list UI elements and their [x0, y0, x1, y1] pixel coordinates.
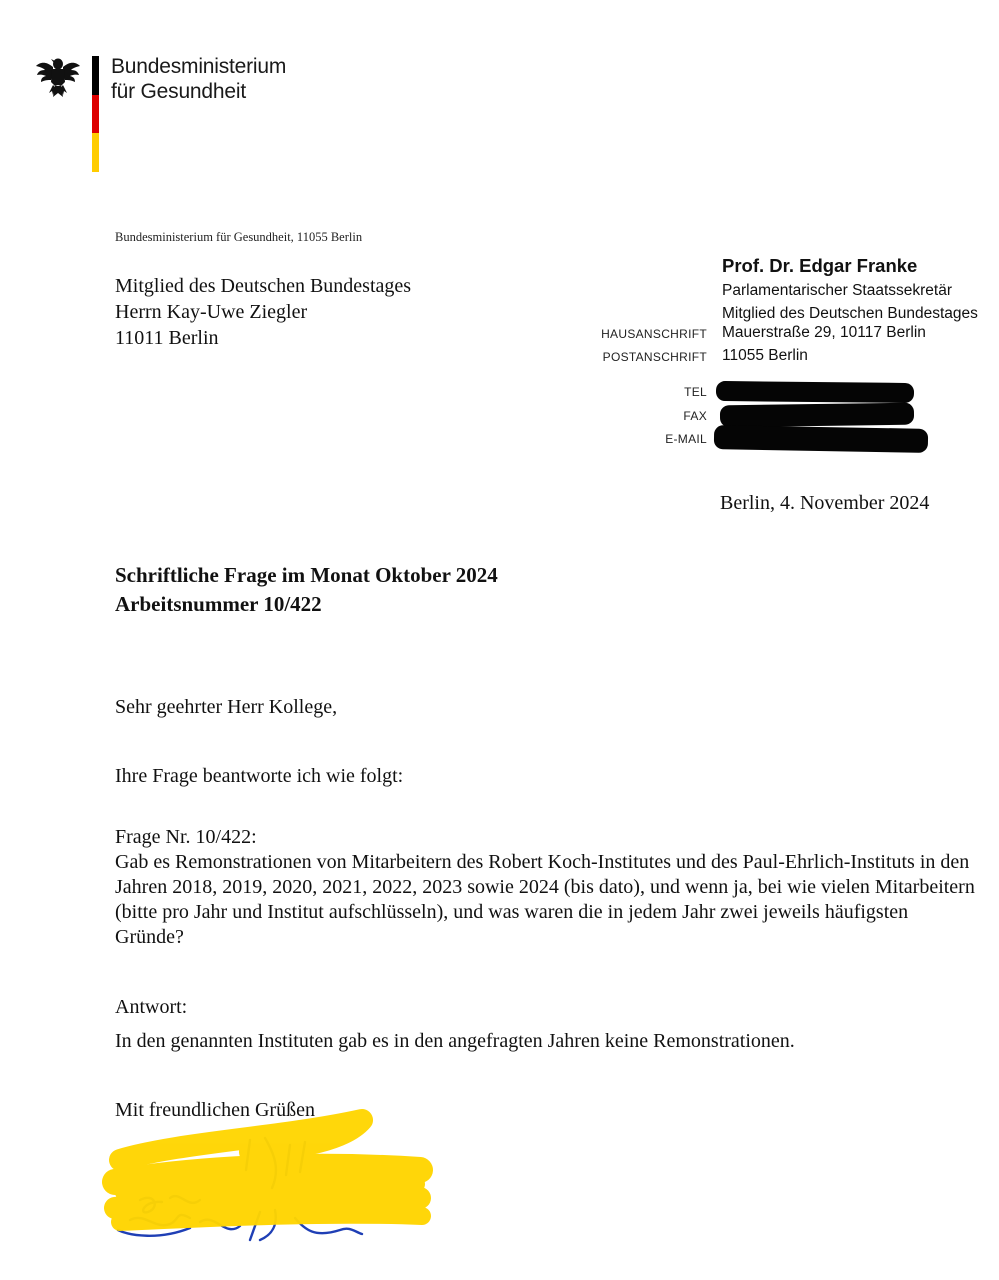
hausanschrift-value: Mauerstraße 29, 10117 Berlin	[722, 324, 926, 341]
letter-date: Berlin, 4. November 2024	[720, 492, 930, 514]
salutation: Sehr geehrter Herr Kollege,	[115, 696, 338, 718]
sender-title: Parlamentarischer Staatssekretär	[722, 282, 953, 299]
federal-eagle-icon	[34, 52, 82, 100]
email-label: E-MAIL	[665, 432, 707, 446]
tel-label: TEL	[684, 385, 707, 399]
hausanschrift-label: HAUSANSCHRIFT	[601, 327, 707, 341]
flag-black	[92, 56, 99, 95]
question-label: Frage Nr. 10/422:	[115, 826, 257, 848]
closing: Mit freundlichen Grüßen	[115, 1099, 315, 1121]
redaction-tel	[716, 381, 914, 403]
redaction-email	[714, 425, 928, 453]
ministry-name	[111, 54, 286, 104]
answer-label: Antwort:	[115, 996, 188, 1018]
postanschrift-value: 11055 Berlin	[722, 347, 808, 364]
flag-gold	[92, 133, 99, 172]
subject	[115, 561, 498, 619]
return-address: Bundesministerium für Gesundheit, 11055 Berlin	[115, 230, 363, 244]
subject-line2: Arbeitsnummer 10/422	[115, 592, 322, 616]
answer-text: In den genannten Instituten gab es in den angefragten Jahren keine Remonstrationen.	[115, 1030, 795, 1052]
recipient-line3: 11011 Berlin	[115, 327, 219, 349]
ministry-line1: Bundesministerium	[111, 55, 287, 78]
postanschrift-label: POSTANSCHRIFT	[602, 350, 707, 364]
flag-stripe	[92, 56, 99, 172]
flag-red	[92, 95, 99, 134]
fax-label: FAX	[683, 409, 707, 423]
sender-name: Prof. Dr. Edgar Franke	[722, 255, 918, 276]
ministry-line2: für Gesundheit	[111, 80, 246, 103]
intro-text: Ihre Frage beantworte ich wie folgt:	[115, 765, 404, 787]
subject-line1: Schriftliche Frage im Monat Oktober 2024	[115, 563, 498, 587]
sender-details	[722, 280, 978, 325]
recipient-line2: Herrn Kay-Uwe Ziegler	[115, 301, 308, 323]
question-text: Gab es Remonstrationen von Mitarbeitern des Robert Koch-Institutes und des Paul-Ehrlich-Instituts in den Jahren 2018, 2019, 2020, 2021, 2022, 2023 sowie 2024 (bis dato), und wenn ja, bei wie vielen Mitarbeitern (bitte pro Jahr und Institut aufschlüsseln), und was waren die in jedem Jahr zwei jeweils häufigsten Gründe?	[115, 851, 975, 948]
recipient-line1: Mitglied des Deutschen Bundestages	[115, 275, 412, 297]
sender-role: Mitglied des Deutschen Bundestages	[722, 304, 978, 322]
redaction-fax	[720, 403, 914, 428]
redacted-signature	[100, 1100, 440, 1260]
recipient-address	[115, 273, 411, 351]
